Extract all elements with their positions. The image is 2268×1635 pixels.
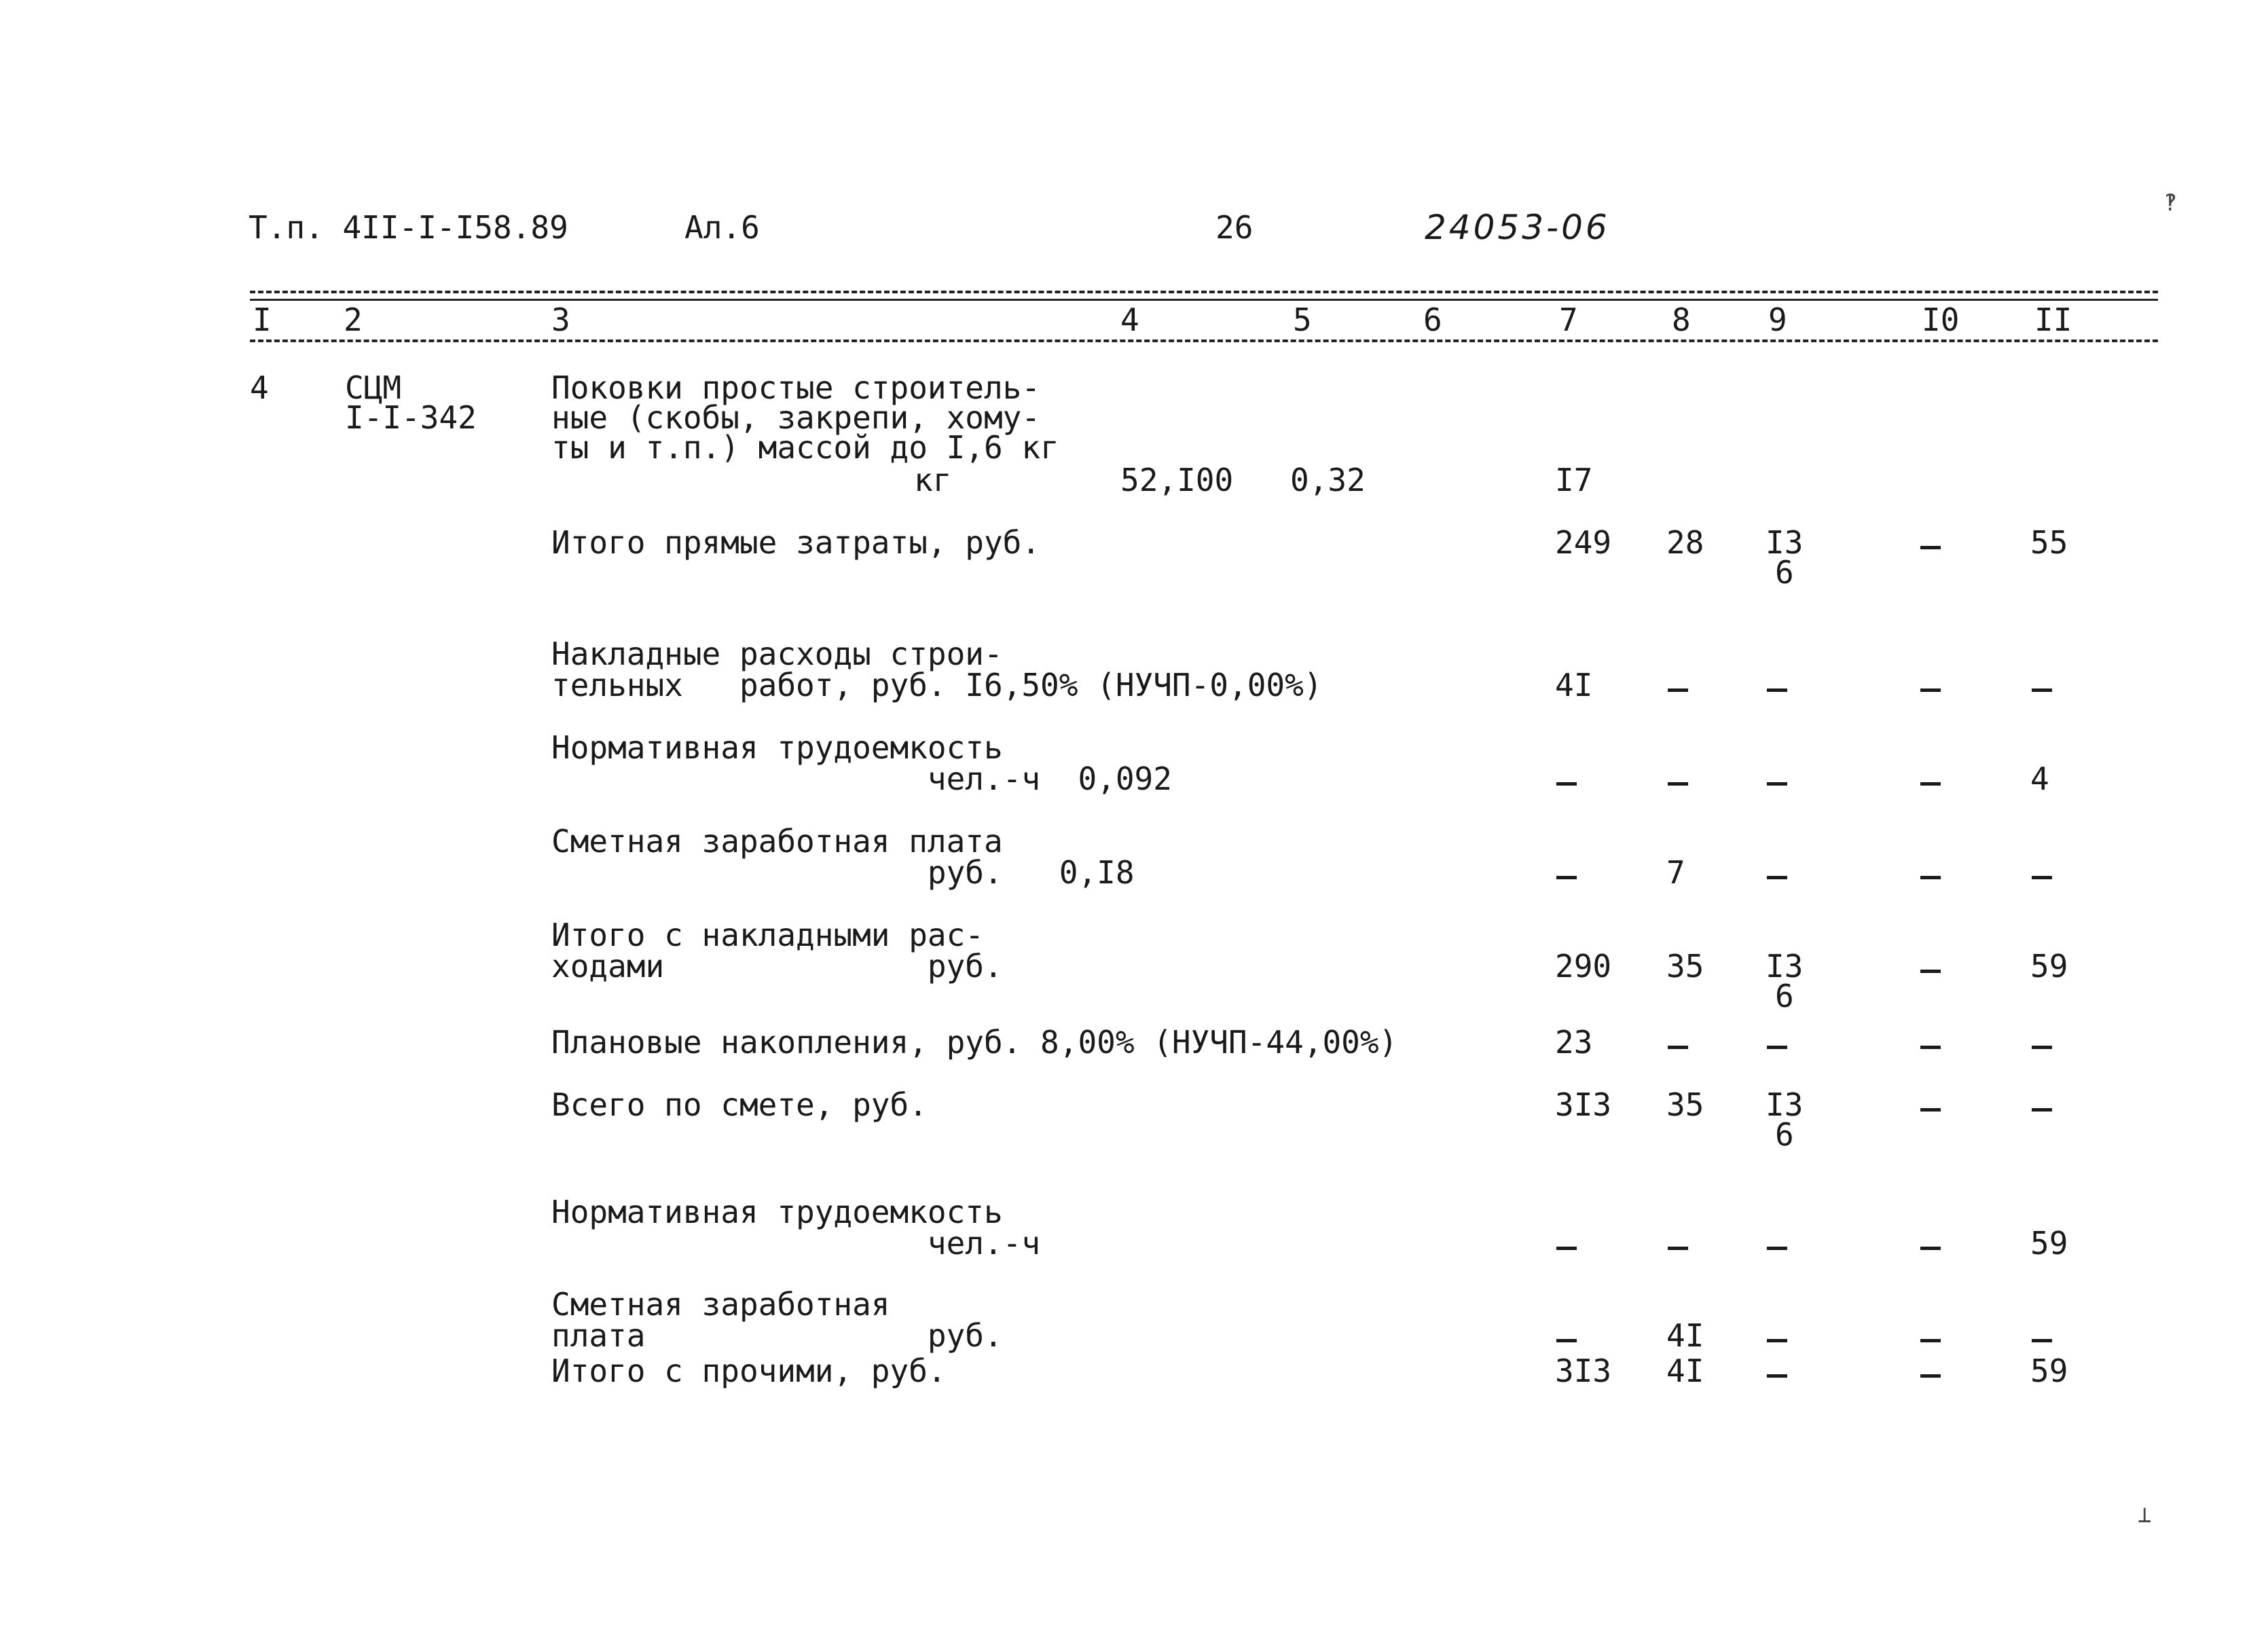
cell-col-11: 4 (2030, 760, 2049, 797)
cell-col-9-dash (1767, 1374, 1787, 1378)
column-number: II (2034, 301, 2072, 338)
cell-col-7-dash (1556, 782, 1577, 786)
row-label-line-1: Всего по смете, руб. (551, 1086, 928, 1123)
cell-col-7: 249 (1555, 524, 1612, 561)
cell-col-10-dash (1920, 1046, 1941, 1049)
cell-col-9-dash (1767, 1247, 1787, 1250)
column-number: 2 (344, 301, 363, 338)
cell-col-10-dash (1920, 1247, 1941, 1250)
entry-unit-price: 0,32 (1290, 462, 1366, 498)
cell-col-10-dash (1920, 970, 1941, 973)
row-label-line-2: руб. 0,I8 (551, 854, 1135, 891)
cell-col-10-dash (1920, 1339, 1941, 1342)
column-number: 9 (1768, 301, 1787, 338)
column-number: 8 (1672, 301, 1691, 338)
cell-col-9-second-line: 6 (1775, 554, 1794, 591)
handwritten-document-number: 24053-06 (1425, 208, 1610, 247)
cell-col-8: 4I (1666, 1317, 1704, 1354)
cell-col-11: 59 (2030, 1353, 2068, 1389)
entry-description-line: ты и т.п.) массой до I,6 кг (551, 429, 1059, 466)
row-label-line-1: Итого прямые затраты, руб. (551, 524, 1041, 561)
table-top-rule (250, 291, 2158, 293)
cell-col-7: 23 (1555, 1024, 1593, 1061)
page-number: 26 (1215, 209, 1254, 246)
cell-col-8-dash (1668, 688, 1688, 692)
cell-col-9-dash (1767, 782, 1787, 786)
cell-col-11: 55 (2030, 524, 2068, 561)
cell-col-10-dash (1920, 688, 1941, 692)
cell-col-9-second-line: 6 (1775, 978, 1794, 1014)
row-label-line-2: чел.-ч (551, 1225, 1041, 1262)
entry-total: I7 (1555, 462, 1593, 498)
cell-col-9: I3 (1766, 948, 1804, 985)
cell-col-7: 290 (1555, 948, 1612, 985)
cell-col-7: 4I (1555, 667, 1593, 703)
cell-col-9: I3 (1766, 1086, 1804, 1123)
document-code: Т.п. 4II-I-I58.89 (249, 209, 568, 246)
cell-col-11: 59 (2030, 948, 2068, 985)
price-code-line-2: I-I-342 (345, 399, 477, 436)
cell-col-8-dash (1668, 1247, 1688, 1250)
album-label: Ал.6 (684, 209, 760, 246)
margin-mark: ‽ (2163, 189, 2178, 217)
cell-col-9-dash (1767, 688, 1787, 692)
entry-number: 4 (250, 369, 269, 406)
cell-col-7: 3I3 (1555, 1086, 1612, 1123)
row-label-line-2: ходами руб. (551, 948, 1003, 985)
cell-col-11-dash (2032, 1046, 2052, 1049)
row-label-line-2: тельных работ, руб. I6,50% (НУЧП-0,00%) (551, 667, 1323, 703)
row-label-line-1: Нормативная трудоемкость (551, 729, 1003, 766)
cell-col-10-dash (1920, 546, 1941, 549)
cell-col-11-dash (2032, 876, 2052, 879)
cell-col-11: 59 (2030, 1225, 2068, 1262)
row-label-line-1: Сметная заработная (551, 1286, 890, 1323)
cell-col-11-dash (2032, 688, 2052, 692)
cell-col-9-dash (1767, 1046, 1787, 1049)
table-header-bottom-rule (250, 339, 2158, 342)
row-label-line-2: чел.-ч 0,092 (551, 760, 1172, 797)
row-label-line-1: Сметная заработная плата (551, 823, 1003, 860)
entry-description-line: ные (скобы, закрепи, хому- (551, 399, 1041, 436)
cell-col-10-dash (1920, 1108, 1941, 1112)
cell-col-9: I3 (1766, 524, 1804, 561)
entry-description-line: Поковки простые строитель- (551, 369, 1041, 406)
row-label-line-1: Нормативная трудоемкость (551, 1194, 1003, 1230)
cell-col-8: 28 (1666, 524, 1704, 561)
entry-quantity: 52,I00 (1120, 462, 1234, 498)
margin-mark: ⊥ (2138, 1501, 2152, 1528)
cell-col-8: 35 (1666, 1086, 1704, 1123)
cell-col-9-second-line: 6 (1775, 1116, 1794, 1153)
column-number: 4 (1120, 301, 1139, 338)
entry-unit: кг (914, 462, 952, 498)
cell-col-7: 3I3 (1555, 1353, 1612, 1389)
row-label-line-1: Накладные расходы строи- (551, 636, 1003, 672)
cell-col-9-dash (1767, 1339, 1787, 1342)
cell-col-7-dash (1556, 1339, 1577, 1342)
column-number: 6 (1423, 301, 1442, 338)
column-number: I0 (1922, 301, 1960, 338)
row-label-line-1: Плановые накопления, руб. 8,00% (НУЧП-44,00%) (551, 1024, 1398, 1061)
cell-col-7-dash (1556, 1247, 1577, 1250)
column-number: 3 (551, 301, 570, 338)
cell-col-8: 4I (1666, 1353, 1704, 1389)
table-top-rule-inner (250, 299, 2158, 301)
row-label-line-1: Итого с прочими, руб. (551, 1353, 947, 1389)
row-label-line-1: Итого с накладными рас- (551, 917, 984, 953)
cell-col-11-dash (2032, 1108, 2052, 1112)
column-number: 5 (1293, 301, 1312, 338)
cell-col-10-dash (1920, 782, 1941, 786)
cell-col-8: 35 (1666, 948, 1704, 985)
cell-col-10-dash (1920, 1374, 1941, 1378)
cell-col-7-dash (1556, 876, 1577, 879)
cell-col-9-dash (1767, 876, 1787, 879)
cell-col-8-dash (1668, 782, 1688, 786)
price-code-line-1: СЦМ (345, 369, 402, 406)
column-number: 7 (1559, 301, 1578, 338)
cell-col-11-dash (2032, 1339, 2052, 1342)
column-number: I (253, 301, 272, 338)
cell-col-10-dash (1920, 876, 1941, 879)
cell-col-8: 7 (1666, 854, 1685, 891)
row-label-line-2: плата руб. (551, 1317, 1003, 1354)
cell-col-8-dash (1668, 1046, 1688, 1049)
